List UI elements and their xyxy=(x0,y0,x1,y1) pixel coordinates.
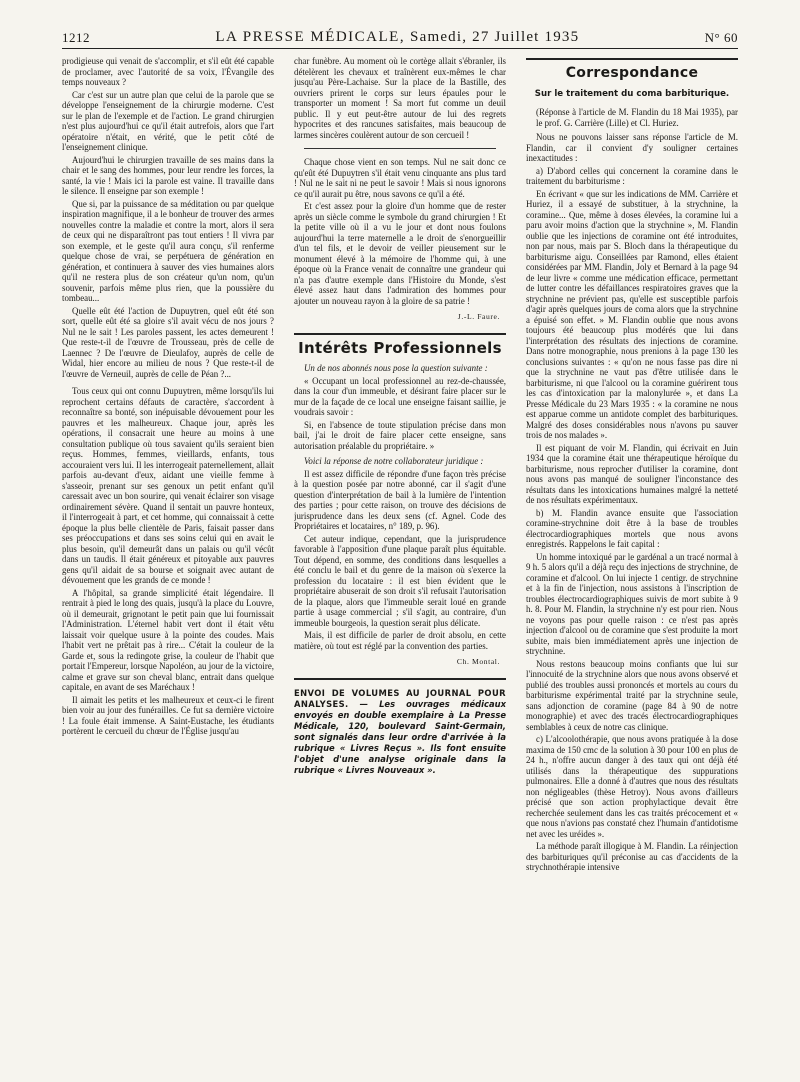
paragraph: c) L'alcoolothérapie, que nous avons pratiquée à la dose maxima de 150 cmc de la solution à 30 pour 100 en plus de 24 h., n'offre aucun danger à des taux qui ont déjà été utilisés dans la thérapeutique des suppurations pulmonaires. Elle a donné à d'autres que nous des résultats non négligeables (thèse Hetroy). Nous avons d'ailleurs précisé que son action prophylactique devait être recherchée seulement dans les cas traités précocement et « que nous n'avions pas constaté chez l'humain d'antidotisme net avec les uréides ». xyxy=(526,734,738,839)
section-title-interets: Intérêts Professionnels xyxy=(298,338,502,357)
letter-reference: (Réponse à l'article de M. Flandin du 18 Mai 1935), par le prof. G. Carrière (Lille) et Cl. Huriez. xyxy=(536,107,738,128)
paragraph: b) M. Flandin avance ensuite que l'association coramine-strychnine doit être à la base de troubles électrocardiographiques mortels que nous avons enregistrés. Rappelons le fait capital : xyxy=(526,507,738,549)
paragraph: a) D'abord celles qui concernent la coramine dans le traitement du barbiturisme : xyxy=(526,165,738,186)
books-notice xyxy=(294,688,506,776)
author-signature: J.-L. Faure. xyxy=(457,312,500,321)
paragraph: Et c'est assez pour la gloire d'un homme que de rester après un siècle comme le symbole du grand chirurgien ! Et la petite ville où il a vu le jour et dont nous foulons aujourd'hui la terre maternelle a le droit de s'enorgueillir d'un tel fils, et le devoir de veiller pieusement sur le monument élevé à la mémoire de l'homme qui, à une époque où la France venait de connaître une grandeur qui n'a pas d'autre exemple dans l'Histoire du Monde, s'est élevé assez haut dans l'admiration des hommes pour ajouter un nouveau rayon à la gloire de sa patrie ! xyxy=(294,201,506,306)
running-title xyxy=(215,29,579,46)
column-3 xyxy=(526,56,738,1066)
paragraph: En écrivant « que sur les indications de MM. Carrière et Huriez, il a essayé de substituer, à la strychnine, la coramine... Que, même à doses élevées, la coramine lui a paru avoir moins d'action que la strychnine », M. Flandin oublie que les injections de coramine ont été introduites, non par nous, mais par S. Bloch dans la thérapeutique du barbiturisme aigu. Conseillées par Ramond, elles étaient considérées par MM. Flandin, Joly et Bernard à la page 94 de leur livre « comme une médication efficace, permettant de lutter contre les défaillances respiratoires graves que la strychnine ne prévient pas, qu'elle est susceptible parfois d'agir après quelques jours de coma alors que la strychnine a épuisé son effet. » M. Flandin oublie que nous avons toujours été beaucoup plus modérés que lui dans l'interprétation des résultats des injections de coramine. Dans notre monographie, nous prenions à la page 130 les conclusions suivantes : « qu'on ne nous fasse pas dire ni que la strychnine ne vaut pas d'être utilisée dans le barbiturisme, ni que l'alcool ou la coramine guérirent tous les cas d'intoxication par la malonylurée », et dans La Presse Médicale du 23 Mars 1935 : « la coramine ne nous est apparue comme un antidote complet des barbituriques. Malgré des doses considérables nous n'avons pu sauver trois de nos malades ». xyxy=(526,188,738,440)
column-2 xyxy=(294,56,506,1066)
author-signature: Ch. Montal. xyxy=(456,657,500,666)
paragraph: prodigieuse qui venait de s'accomplir, et s'il eût été capable de proclamer, avec l'autorité de sa voix, l'Évangile des temps nouveaux ? xyxy=(62,56,274,87)
column-1 xyxy=(62,56,274,1066)
question-paragraph: « Occupant un local professionnel au rez-de-chaussée, dans la cour d'un immeuble, et désirant faire placer sur le mur de la façade de ce local une enseigne faisant saillie, je voudrais savoir : xyxy=(294,375,506,417)
paragraph: Nous ne pouvons laisser sans réponse l'article de M. Flandin, car il convient d'y souligner certaines inexactitudes : xyxy=(526,132,738,163)
paragraph: Aujourd'hui le chirurgien travaille de ses mains dans la chair et le sang des hommes, pour leur rendre les forces, la santé, la vie ! Mais ici la parole est vaine. Il travaille dans le silence. Il enseigne par son exemple ! xyxy=(62,154,274,196)
notice-lead: ENVOI DE VOLUMES AU JOURNAL POUR ANALYSES. xyxy=(294,687,506,709)
paragraph: Nous restons beaucoup moins confiants que lui sur l'innocuité de la strychnine alors que nous avons observé et publié des troubles aussi prononcés et mortels au cours du barbiturisme expérimental traité par la strychnine seule, sans adjonction de coramine (page 84 à 90 de notre monographie) et avec des tracés électrocardiographiques semblables à ceux de notre cas clinique. xyxy=(526,658,738,732)
notice-body: — Les ouvrages médicaux envoyés en double exemplaire à La Presse Médicale, 120, boulevard Saint-Germain, sont signalés dans leur ordre d'arrivée à la rubrique « Livres Reçus ». Ils font ensuite l'objet d'une analyse originale dans la rubrique « Livres Nouveaux ». xyxy=(294,698,506,775)
page-header xyxy=(62,20,738,49)
paragraph: Que si, par la puissance de sa méditation ou par quelque inspiration magnifique, il a le bonheur de trouver des armes nouvelles contre la maladie et contre la mort, alors il sera de ceux qui ne disparaîtront pas tout entiers ! Il vivra par son exemple, et le geste qu'il aura conçu, s'il renferme quelque chose de vrai, se perpétuera de génération en génération, et continuera à sauver des vies humaines alors qu'il ne restera plus de son créateur qu'un nom, qu'un souvenir, parfois même plus rien, que la poussière du tombeau... xyxy=(62,198,274,303)
section-divider xyxy=(294,678,506,680)
answer-paragraph: Cet auteur indique, cependant, que la jurisprudence favorable à l'apposition d'une plaque paraît plus équitable. Tout dépend, en somme, des conditions dans lesquelles a été conclu le bail et du genre de la maison où s'exerce la profession du locataire : il est bien évident que le propriétaire abuserait de son droit s'il refusait l'autorisation de la plaque, alors que l'immeuble serait loué en grande partie à usage commercial ; s'il s'agit, au contraire, d'un immeuble bourgeois, la question serait plus délicate. xyxy=(294,533,506,628)
question-paragraph: Si, en l'absence de toute stipulation précise dans mon bail, j'ai le droit de faire placer cette enseigne, sans autorisation préalable du propriétaire. » xyxy=(294,419,506,451)
paragraph: char funèbre. Au moment où le cortège allait s'ébranler, ils dételèrent les chevaux et traînèrent eux-mêmes le char jusqu'au Père-Lachaise. Sur la place de la Bastille, des ouvriers prirent le corps sur leurs épaules pour le transporter un moment ! Sa mort fut comme un deuil public. Il y eut peut-être autour de lui des regrets hypocrites et des rancunes satisfaites, mais beaucoup de larmes sincères coulèrent autour de son cercueil ! xyxy=(294,56,506,140)
article-columns xyxy=(62,56,738,1066)
issue-number: N° 60 xyxy=(704,30,738,45)
section-divider xyxy=(294,333,506,335)
paragraph: Il est piquant de voir M. Flandin, qui écrivait en Juin 1934 que la coramine était une thérapeutique héroïque du barbiturisme, nous reprocher d'utiliser la coramine, dont nous avons pas manqué de souligner l'inconstance des résultats dans les intoxications humaines malgré la netteté de nos résultats expérimentaux. xyxy=(526,442,738,505)
paragraph: A l'hôpital, sa grande simplicité était légendaire. Il rentrait à pied le long des quais, jusqu'à la place du Louvre, où il demeurait, grignotant le petit pain que lui fournissait l'Administration. L'éternel habit vert dont il était vêtu laissait voir quelque usure à la pointe des coudes. Mais l'habit vert ne prêtait pas à rire... C'était la couleur de la Garde et, sous la redingote grise, la couleur de l'habit que portait l'Empereur, lorsque Napoléon, au jour de la victoire, calme et grave sur son cheval blanc, entrait dans quelque capitale, en avant de ses Maréchaux ! xyxy=(62,587,274,692)
issue-date: Samedi, 27 Juillet 1935 xyxy=(410,29,580,45)
question-intro: Un de nos abonnés nous pose la question suivante : xyxy=(304,363,488,373)
paragraph: Un homme intoxiqué par le gardénal a un tracé normal à 9 h. 5 alors qu'il a déjà reçu des injections de strychnine, de coramine et d'alcool. On lui injecte 1 centigr. de strychnine et à la fin de l'injection, nous assistons à l'inscription de troubles électrocardiographiques suivis de mort subite à 9 h. 8. Pour M. Flandin, la strychnine n'y est pour rien. Nous ne voyons pas pour quelle raison : ce n'est pas après injection d'alcool ou de coramine que s'est produite la mort subite, mais bien immédiatement après une injection de strychnine. xyxy=(526,551,738,656)
paragraph: Car c'est sur un autre plan que celui de la parole que se développe l'enseignement de la chirurgie moderne. C'est sur le plan de l'exemple et de l'action. Le grand chirurgien n'est plus aujourd'hui ce qu'il était autrefois, alors que l'art opératoire n'était, en vérité, que le petit côté de l'enseignement clinique. xyxy=(62,89,274,152)
answer-intro: Voici la réponse de notre collaborateur juridique : xyxy=(304,456,484,466)
paragraph: Quelle eût été l'action de Dupuytren, quel eût été son sort, quelle eût été sa gloire s'il avait vécu de nos jours ? Nul ne le sait ! Les paroles passent, les actes demeurent ! Que reste-t-il de l'œuvre de Trousseau, près de celle de Laennec ? De l'œuvre de Dieulafoy, auprès de celle de Widal, hier encore au milieu de nous ? Que reste-t-il de l'œuvre de Verneuil, auprès de celle de Péan ?... xyxy=(62,305,274,379)
paragraph: La méthode paraît illogique à M. Flandin. La réinjection des barbituriques qu'il préconise au cas d'accidents de la strychnothérapie intensive xyxy=(526,841,738,872)
section-divider xyxy=(526,58,738,60)
section-title-correspondance: Correspondance xyxy=(565,65,699,81)
answer-paragraph: Mais, il est difficile de parler de droit absolu, en cette matière, où tout est réglé par la convention des parties. xyxy=(294,630,506,651)
paragraph: Tous ceux qui ont connu Dupuytren, même lorsqu'ils lui reprochent certains défauts de caractère, s'accordent à reconnaître sa bonté, son inépuisable dévouement pour les pauvres et les malheureux. Chaque jour, après les opérations, il consacrait une heure au moins à une consultation publique où tous savaient qu'ils seraient bien reçus. Hommes, femmes, vieillards, enfants, tous accouraient vers lui. Il les interrogeait paternellement, allait parfois au-devant d'eux, aidant une vieille femme à s'asseoir, prenant sur ses genoux un petit enfant qu'il caressait avec un bon sourire, qui venait éclairer son visage ordinairement sévère. Quand il sentait un pauvre honteux, il l'interrogeait à part, et cet homme, qui connaissait à cette époque la plus belle clientèle de Paris, faisait passer dans ses préoccupations et dans ses soins celui qui en avait le plus besoin, qu'il demeurât dans un palais ou qu'il vécût dans un taudis. Il était généreux et pitoyable aux pauvres gens qu'il aidait de sa bourse et soignait avec autant de dévouement que les grands de ce monde ! xyxy=(62,386,274,585)
journal-name: LA PRESSE MÉDICALE, xyxy=(215,29,406,45)
letter-subtitle: Sur le traitement du coma barbiturique. xyxy=(534,88,730,99)
page-number: 1212 xyxy=(62,30,90,45)
answer-paragraph: Il est assez difficile de répondre d'une façon très précise à la question posée par notre abonné, car il s'agit d'une question d'interprétation de bail à la lumière de l'intention des parties ; pour cette raison, on trouve des décisions de jurisprudence dans les deux sens (cf. Agnel. Code des Propriétaires et locataires, n° 189, p. 96). xyxy=(294,468,506,531)
divider xyxy=(304,148,496,149)
paragraph: Chaque chose vient en son temps. Nul ne sait donc ce qu'eût été Dupuytren s'il était venu cinquante ans plus tard ! Nul ne le sait ni ne peut le savoir ! Mais si nous ignorons ce qu'il aurait pu être, nous savons ce qu'il a été. xyxy=(294,157,506,199)
paragraph: Il aimait les petits et les malheureux et ceux-ci le firent bien voir au jour des funérailles. Ce fut sa dernière victoire ! La foule était immense. A Saint-Eustache, les étudiants portèrent le cercueil du chœur de l'Église jusqu'au xyxy=(62,694,274,736)
